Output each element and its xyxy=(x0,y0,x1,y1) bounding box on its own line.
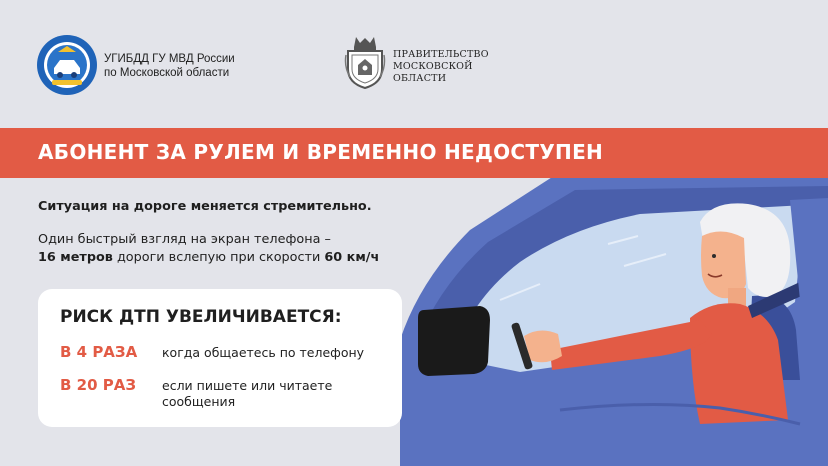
body-middle-text: дороги вслепую при скорости xyxy=(112,250,325,265)
traffic-police-org-name xyxy=(104,52,235,80)
banner-title: АБОНЕНТ ЗА РУЛЕМ И ВРЕМЕННО НЕДОСТУПЕН xyxy=(38,140,604,164)
risk-desc-1: когда общаетесь по телефону xyxy=(162,345,365,360)
risk-value-1: В 4 РАЗА xyxy=(60,343,138,361)
body-line2 xyxy=(38,249,379,267)
traffic-police-emblem-icon xyxy=(36,34,98,96)
risk-desc-2: если пишете или читаете сообщения xyxy=(162,378,333,409)
risk-title: РИСК ДТП УВЕЛИЧИВАЕТСЯ: xyxy=(60,307,342,327)
moscow-region-coat-of-arms-icon xyxy=(344,35,386,89)
org2-line2: МОСКОВСКОЙ xyxy=(393,61,473,72)
risk-card xyxy=(38,289,402,427)
distance-value: 16 метров xyxy=(38,250,113,265)
org1-line1: УГИБДД ГУ МВД России xyxy=(104,53,235,65)
org2-line1: ПРАВИТЕЛЬСТВО xyxy=(393,49,489,60)
risk-value-2: В 20 РАЗ xyxy=(60,376,137,394)
speed-value: 60 км/ч xyxy=(324,250,380,265)
lead-text: Ситуация на дороге меняется стремительно. xyxy=(38,199,372,214)
org1-line2: по Московской области xyxy=(104,67,230,79)
org2-line3: ОБЛАСТИ xyxy=(393,73,447,84)
side-mirror xyxy=(418,306,490,376)
moscow-region-government-name xyxy=(393,49,489,85)
body-line1: Один быстрый взгляд на экран телефона – xyxy=(38,232,331,247)
